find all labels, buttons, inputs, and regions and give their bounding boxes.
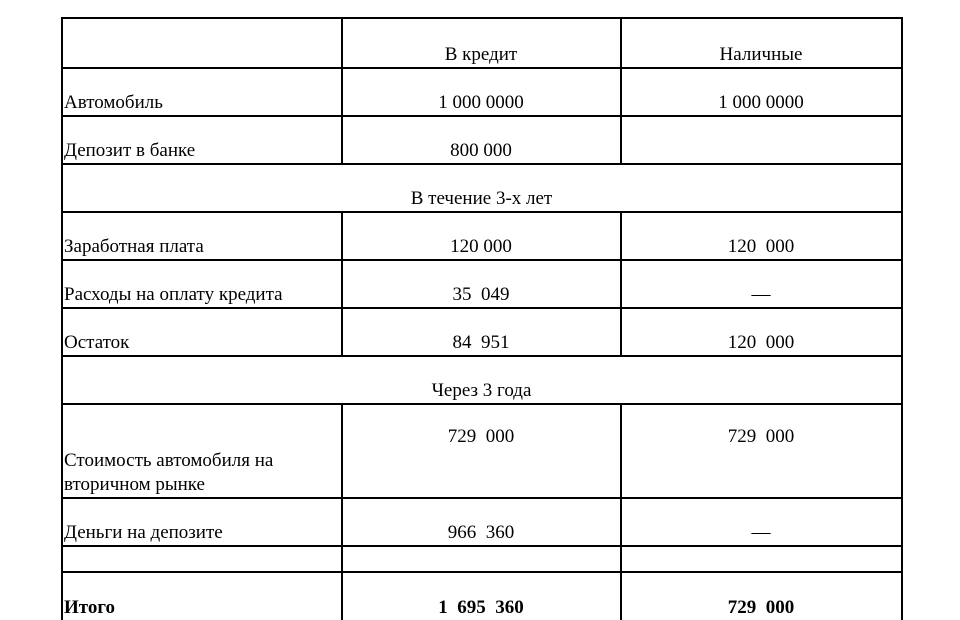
row-label: Деньги на депозите <box>62 498 342 546</box>
credit-value: 966 360 <box>342 498 621 546</box>
header-label-cell <box>62 18 342 68</box>
blank-row <box>62 546 902 572</box>
header-row <box>62 18 902 68</box>
section-title: В течение 3-х лет <box>62 164 902 212</box>
cash-value: 1 000 0000 <box>621 68 902 116</box>
table-row <box>62 212 902 260</box>
credit-value: 729 000 <box>342 404 621 498</box>
table-row <box>62 498 902 546</box>
table-row <box>62 308 902 356</box>
section-title: Через 3 года <box>62 356 902 404</box>
credit-value: 800 000 <box>342 116 621 164</box>
table-row <box>62 68 902 116</box>
total-credit-value: 1 695 360 <box>342 572 621 620</box>
credit-value: 35 049 <box>342 260 621 308</box>
cash-value: 120 000 <box>621 308 902 356</box>
comparison-table <box>61 17 903 620</box>
section-row <box>62 164 902 212</box>
cash-value: 120 000 <box>621 212 902 260</box>
cash-value: 729 000 <box>621 404 902 498</box>
table-row <box>62 404 902 498</box>
header-credit-cell: В кредит <box>342 18 621 68</box>
credit-value: 84 951 <box>342 308 621 356</box>
total-label: Итого <box>62 572 342 620</box>
row-label: Расходы на оплату кредита <box>62 260 342 308</box>
row-label: Стоимость автомобиля на вторичном рынке <box>62 404 342 498</box>
cash-value <box>621 116 902 164</box>
table-row <box>62 116 902 164</box>
credit-value: 120 000 <box>342 212 621 260</box>
credit-value: 1 000 0000 <box>342 68 621 116</box>
row-label: Депозит в банке <box>62 116 342 164</box>
section-row <box>62 356 902 404</box>
cash-value: — <box>621 260 902 308</box>
total-cash-value: 729 000 <box>621 572 902 620</box>
row-label: Остаток <box>62 308 342 356</box>
blank-cell <box>621 546 902 572</box>
cash-value: — <box>621 498 902 546</box>
header-cash-cell: Наличные <box>621 18 902 68</box>
total-row <box>62 572 902 620</box>
row-label: Заработная плата <box>62 212 342 260</box>
row-label: Автомобиль <box>62 68 342 116</box>
blank-cell <box>62 546 342 572</box>
blank-cell <box>342 546 621 572</box>
table-row <box>62 260 902 308</box>
